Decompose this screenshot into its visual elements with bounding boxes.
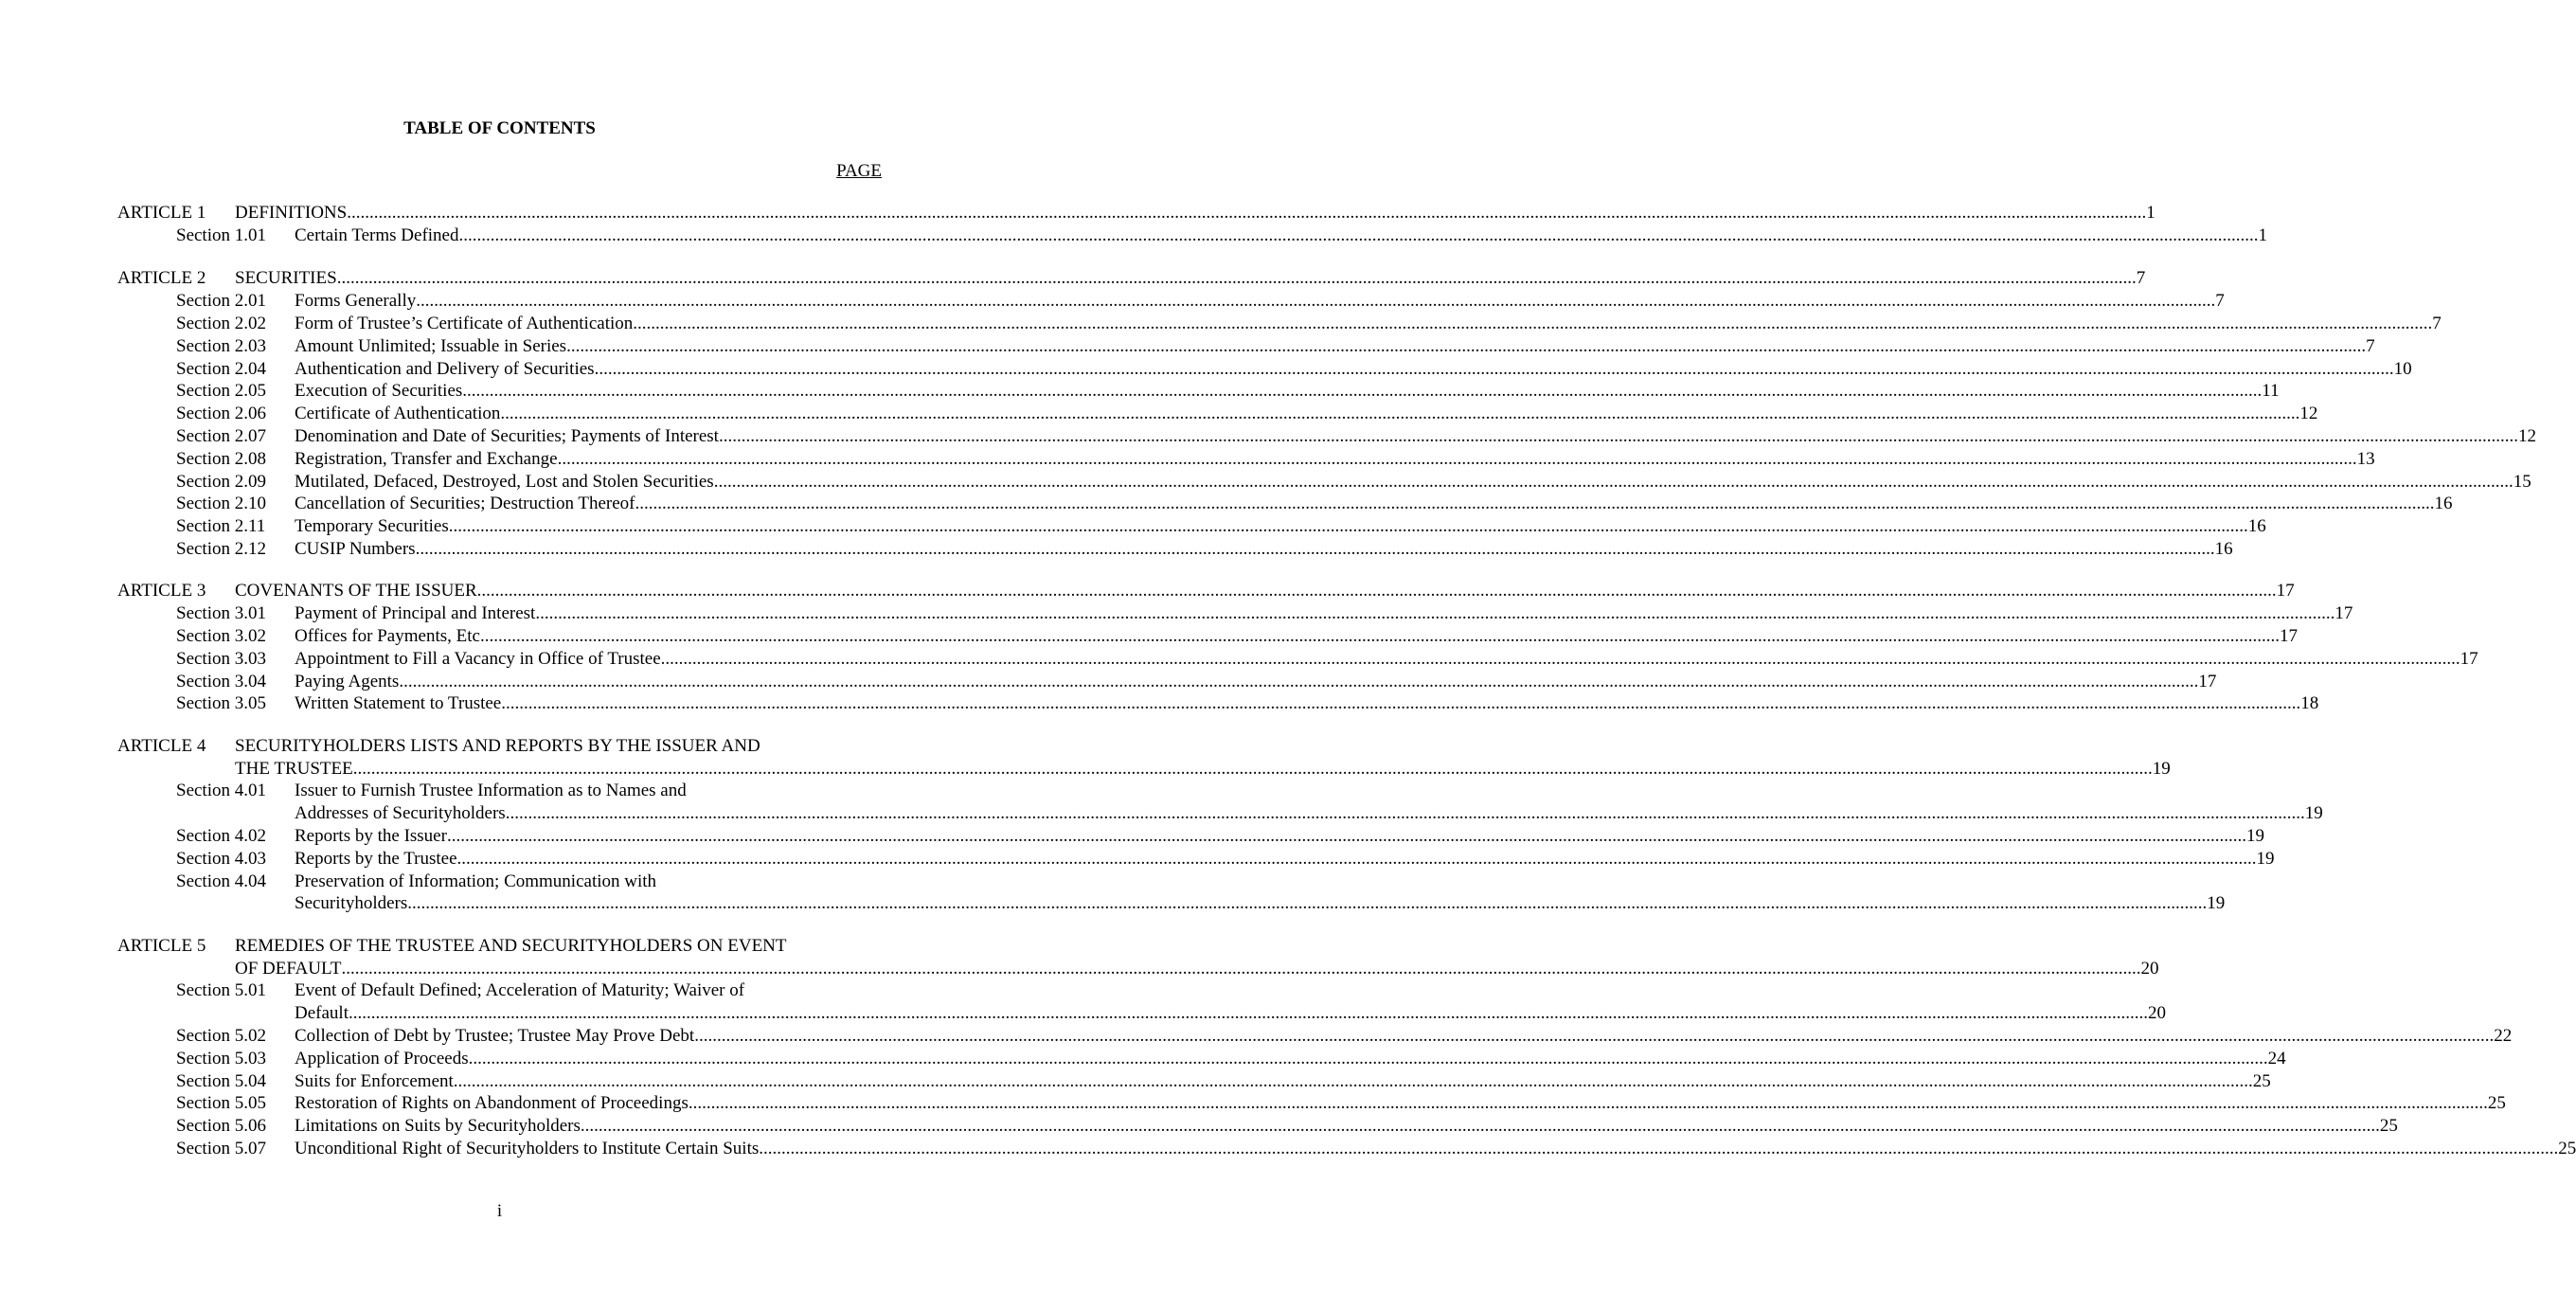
page-number: 25	[2487, 1093, 2506, 1113]
page-number: 25	[2379, 1116, 2398, 1136]
toc-entry-leader	[295, 1070, 2271, 1093]
entry-title: Collection of Debt by Trustee; Trustee May Prove Debt	[295, 1026, 695, 1046]
article-number: ARTICLE 2	[117, 268, 206, 288]
page-number: 12	[2517, 426, 2536, 446]
toc-entry-leader	[235, 267, 2146, 290]
toc-entry-leader	[295, 671, 2217, 693]
toc-entry-leader	[295, 290, 2225, 313]
toc-article-line[interactable]	[0, 267, 2146, 290]
section-number: Section 2.06	[176, 404, 266, 423]
toc-entry-leader	[295, 692, 2319, 715]
toc-entry-leader	[295, 448, 2375, 471]
page-number: 15	[2513, 472, 2531, 492]
dot-leader: ................................................................................................................................................................................................................................................................................................................................................................................................................	[348, 1003, 2148, 1023]
section-number: Section 2.05	[176, 381, 266, 401]
toc-entry-leader	[295, 648, 2478, 671]
toc-section-line[interactable]	[0, 1002, 2166, 1025]
page-number: 24	[2267, 1049, 2286, 1069]
page-number: 16	[2434, 494, 2453, 513]
section-number: Section 4.04	[176, 871, 266, 891]
entry-title: Restoration of Rights on Abandonment of Proceedings	[295, 1093, 689, 1113]
toc-entry-leader	[295, 848, 2275, 871]
toc-entry-leader	[295, 224, 2267, 247]
page-number-footer: i	[496, 1201, 503, 1221]
entry-title: Application of Proceeds	[295, 1049, 469, 1069]
page-number: 16	[2214, 539, 2233, 559]
dot-leader: ................................................................................................................................................................................................................................................................................................................................................................................................................	[336, 268, 2137, 288]
toc-section-line[interactable]	[0, 871, 999, 893]
toc-entry-leader	[295, 515, 2266, 538]
dot-leader: ................................................................................................................................................................................................................................................................................................................................................................................................................	[500, 404, 2300, 423]
toc-entry-leader	[295, 1025, 2513, 1048]
toc-section-line[interactable]	[0, 1115, 2398, 1138]
toc-section-line[interactable]	[0, 825, 2264, 848]
dot-leader: ................................................................................................................................................................................................................................................................................................................................................................................................................	[694, 1026, 2495, 1046]
entry-title: OF DEFAULT	[235, 959, 342, 979]
dot-leader: ................................................................................................................................................................................................................................................................................................................................................................................................................	[476, 581, 2277, 601]
entry-title: Appointment to Fill a Vacancy in Office of Trustee	[295, 649, 661, 669]
toc-article-line[interactable]	[0, 580, 2295, 602]
entry-title: Securityholders	[295, 893, 408, 913]
toc-article-line[interactable]	[0, 202, 2156, 224]
dot-leader: ................................................................................................................................................................................................................................................................................................................................................................................................................	[713, 472, 2513, 492]
toc-entry-leader	[295, 313, 2442, 335]
section-number: Section 5.03	[176, 1049, 266, 1069]
page-number: 1	[2258, 225, 2267, 245]
entry-title: Issuer to Furnish Trustee Information as to Names and	[295, 781, 687, 800]
toc-section-line[interactable]	[0, 692, 2319, 715]
entry-title: Forms Generally	[295, 291, 417, 311]
page-number: 17	[2460, 649, 2478, 669]
entry-title: REMEDIES OF THE TRUSTEE AND SECURITYHOLDERS ON EVENT	[235, 936, 787, 956]
section-number: Section 5.02	[176, 1026, 266, 1046]
page-number: 19	[2304, 803, 2323, 823]
toc-article-line[interactable]	[0, 958, 2159, 980]
toc-entry-leader	[295, 380, 2280, 403]
toc-entry-leader	[295, 892, 2226, 915]
dot-leader: ................................................................................................................................................................................................................................................................................................................................................................................................................	[479, 626, 2280, 646]
toc-section-line[interactable]	[0, 802, 2323, 825]
toc-entry-leader	[235, 580, 2295, 602]
toc-section-line[interactable]	[0, 224, 2267, 247]
toc-entry-leader	[235, 758, 2171, 781]
dot-leader: ................................................................................................................................................................................................................................................................................................................................................................................................................	[347, 203, 2147, 223]
section-number: Section 5.07	[176, 1139, 266, 1158]
article-number: ARTICLE 1	[117, 203, 206, 223]
section-number: Section 3.01	[176, 603, 266, 623]
dot-leader: ................................................................................................................................................................................................................................................................................................................................................................................................................	[594, 359, 2394, 379]
entry-title: Addresses of Securityholders	[295, 803, 506, 823]
section-number: Section 2.10	[176, 494, 266, 513]
entry-title: Event of Default Defined; Acceleration of Maturity; Waiver of	[295, 980, 745, 1000]
toc-entry-leader	[235, 958, 2159, 980]
dot-leader: ................................................................................................................................................................................................................................................................................................................................................................................................................	[688, 1093, 2488, 1113]
entry-title: Certificate of Authentication	[295, 404, 501, 423]
dot-leader: ................................................................................................................................................................................................................................................................................................................................................................................................................	[635, 494, 2435, 513]
toc-entry-leader	[295, 471, 2531, 494]
section-number: Section 3.05	[176, 693, 266, 713]
entry-title: SECURITYHOLDERS LISTS AND REPORTS BY THE ISSUER AND	[235, 736, 760, 756]
toc-section-line[interactable]	[0, 335, 2375, 358]
entry-title: DEFINITIONS	[235, 203, 348, 223]
entry-title: Suits for Enforcement	[295, 1071, 454, 1091]
page-number: 7	[2366, 336, 2375, 356]
page-number: 19	[2207, 893, 2226, 913]
page-number: 10	[2393, 359, 2412, 379]
section-number: Section 2.12	[176, 539, 266, 559]
dot-leader: ................................................................................................................................................................................................................................................................................................................................................................................................................	[718, 426, 2518, 446]
toc-section-line[interactable]	[0, 602, 2353, 625]
entry-title: THE TRUSTEE	[235, 759, 353, 779]
entry-title: COVENANTS OF THE ISSUER	[235, 581, 477, 601]
section-number: Section 2.01	[176, 291, 266, 311]
dot-leader: ................................................................................................................................................................................................................................................................................................................................................................................................................	[505, 803, 2305, 823]
dot-leader: ................................................................................................................................................................................................................................................................................................................................................................................................................	[458, 225, 2259, 245]
entry-title: Denomination and Date of Securities; Payments of Interest	[295, 426, 719, 446]
toc-entry-leader	[295, 625, 2298, 648]
toc-entry-leader	[295, 335, 2375, 358]
section-number: Section 3.03	[176, 649, 266, 669]
section-number: Section 2.02	[176, 314, 266, 333]
section-number: Section 5.06	[176, 1116, 266, 1136]
page-number: 7	[2215, 291, 2225, 311]
section-number: Section 2.04	[176, 359, 266, 379]
toc-entry-leader	[295, 1002, 2166, 1025]
dot-leader: ................................................................................................................................................................................................................................................................................................................................................................................................................	[660, 649, 2460, 669]
section-number: Section 5.01	[176, 980, 266, 1000]
entry-title: Form of Trustee’s Certificate of Authentication	[295, 314, 634, 333]
section-number: Section 2.11	[176, 516, 266, 536]
dot-leader: ................................................................................................................................................................................................................................................................................................................................................................................................................	[453, 1071, 2253, 1091]
dot-leader: ................................................................................................................................................................................................................................................................................................................................................................................................................	[501, 693, 2301, 713]
entry-title: Execution of Securities	[295, 381, 463, 401]
toc-entry-leader	[295, 425, 2536, 448]
dot-leader: ................................................................................................................................................................................................................................................................................................................................................................................................................	[341, 959, 2141, 979]
dot-leader: ................................................................................................................................................................................................................................................................................................................................................................................................................	[759, 1139, 2559, 1158]
toc-entry-leader	[295, 358, 2412, 381]
entry-title: Offices for Payments, Etc	[295, 626, 480, 646]
entry-title: CUSIP Numbers	[295, 539, 416, 559]
toc-section-line[interactable]	[0, 313, 2442, 335]
toc-section-line[interactable]	[0, 358, 2412, 381]
dot-leader: ................................................................................................................................................................................................................................................................................................................................................................................................................	[407, 893, 2208, 913]
toc-section-line[interactable]	[0, 979, 999, 1002]
page-number: 13	[2356, 449, 2375, 469]
toc-section-line[interactable]	[0, 625, 2298, 648]
dot-leader: ................................................................................................................................................................................................................................................................................................................................................................................................................	[633, 314, 2433, 333]
dot-leader: ................................................................................................................................................................................................................................................................................................................................................................................................................	[399, 672, 2199, 691]
article-number: ARTICLE 3	[117, 581, 206, 601]
toc-title: TABLE OF CONTENTS	[403, 118, 596, 138]
toc-section-line[interactable]	[0, 671, 2217, 693]
toc-section-line[interactable]	[0, 780, 999, 802]
article-number: ARTICLE 5	[117, 936, 206, 956]
section-number: Section 2.03	[176, 336, 266, 356]
entry-title: Written Statement to Trustee	[295, 693, 502, 713]
page-number: 17	[2334, 603, 2353, 623]
toc-entry-leader	[295, 802, 2323, 825]
dot-leader: ................................................................................................................................................................................................................................................................................................................................................................................................................	[557, 449, 2357, 469]
page-number: 7	[2432, 314, 2442, 333]
page-number: 25	[2252, 1071, 2271, 1091]
page-number: 25	[2558, 1139, 2576, 1158]
entry-title: Unconditional Right of Securityholders to Institute Certain Suits	[295, 1139, 760, 1158]
toc-section-line[interactable]	[0, 425, 2536, 448]
entry-title: Preservation of Information; Communication with	[295, 871, 657, 891]
page-number: 20	[2140, 959, 2159, 979]
dot-leader: ................................................................................................................................................................................................................................................................................................................................................................................................................	[352, 759, 2153, 779]
page-number: 17	[2276, 581, 2295, 601]
dot-leader: ................................................................................................................................................................................................................................................................................................................................................................................................................	[448, 516, 2248, 536]
entry-title: Authentication and Delivery of Securities	[295, 359, 595, 379]
toc-entry-leader	[295, 602, 2353, 625]
toc-section-line[interactable]	[0, 1138, 2576, 1160]
dot-leader: ................................................................................................................................................................................................................................................................................................................................................................................................................	[416, 291, 2216, 311]
page-number: 11	[2262, 381, 2280, 401]
toc-section-line[interactable]	[0, 648, 2478, 671]
page-number: 20	[2147, 1003, 2166, 1023]
page-number: 16	[2247, 516, 2266, 536]
toc-entry-leader	[295, 1115, 2398, 1138]
toc-entry-leader	[295, 1048, 2286, 1070]
toc-section-line[interactable]	[0, 493, 2453, 515]
section-number: Section 5.04	[176, 1071, 266, 1091]
section-number: Section 2.07	[176, 426, 266, 446]
section-number: Section 4.02	[176, 826, 266, 846]
entry-title: Paying Agents	[295, 672, 400, 691]
page-number: 17	[2279, 626, 2298, 646]
entry-title: Mutilated, Defaced, Destroyed, Lost and Stolen Securities	[295, 472, 714, 492]
toc-section-line[interactable]	[0, 448, 2375, 471]
toc-entry-leader	[235, 202, 2156, 224]
dot-leader: ................................................................................................................................................................................................................................................................................................................................................................................................................	[446, 826, 2246, 846]
page-number: 7	[2136, 268, 2146, 288]
entry-title: Limitations on Suits by Securityholders	[295, 1116, 581, 1136]
page-number: 18	[2300, 693, 2319, 713]
toc-section-line[interactable]	[0, 290, 2225, 313]
toc-article-line[interactable]	[0, 735, 999, 758]
page-number: 1	[2146, 203, 2156, 223]
section-number: Section 1.01	[176, 225, 266, 245]
toc-entry-leader	[295, 403, 2318, 425]
entry-title: Registration, Transfer and Exchange	[295, 449, 558, 469]
section-number: Section 3.02	[176, 626, 266, 646]
page-number: 12	[2299, 404, 2318, 423]
section-number: Section 2.09	[176, 472, 266, 492]
toc-entry-leader	[295, 825, 2264, 848]
entry-title: Temporary Securities	[295, 516, 449, 536]
page-number: 19	[2245, 826, 2264, 846]
toc-section-line[interactable]	[0, 892, 2226, 915]
entry-title: Cancellation of Securities; Destruction Thereof	[295, 494, 635, 513]
dot-leader: ................................................................................................................................................................................................................................................................................................................................................................................................................	[456, 849, 2257, 869]
section-number: Section 4.03	[176, 849, 266, 869]
toc-entry-leader	[295, 1138, 2576, 1160]
page-number: 19	[2152, 759, 2171, 779]
entry-title: Default	[295, 1003, 349, 1023]
entry-title: Reports by the Issuer	[295, 826, 447, 846]
entry-title: Payment of Principal and Interest	[295, 603, 536, 623]
dot-leader: ................................................................................................................................................................................................................................................................................................................................................................................................................	[580, 1116, 2380, 1136]
dot-leader: ................................................................................................................................................................................................................................................................................................................................................................................................................	[415, 539, 2215, 559]
toc-section-line[interactable]	[0, 1048, 2286, 1070]
dot-leader: ................................................................................................................................................................................................................................................................................................................................................................................................................	[535, 603, 2335, 623]
toc-section-line[interactable]	[0, 848, 2275, 871]
dot-leader: ................................................................................................................................................................................................................................................................................................................................................................................................................	[566, 336, 2367, 356]
page-number: 22	[2494, 1026, 2513, 1046]
toc-article-line[interactable]	[0, 758, 2171, 781]
toc-section-line[interactable]	[0, 1092, 2506, 1115]
section-number: Section 4.01	[176, 781, 266, 800]
entry-title: Certain Terms Defined	[295, 225, 459, 245]
entry-title: Reports by the Trustee	[295, 849, 457, 869]
toc-entry-leader	[295, 538, 2233, 561]
toc-section-line[interactable]	[0, 403, 2318, 425]
dot-leader: ................................................................................................................................................................................................................................................................................................................................................................................................................	[462, 381, 2263, 401]
toc-section-line[interactable]	[0, 380, 2280, 403]
entry-title: SECURITIES	[235, 268, 337, 288]
page-column-header: PAGE	[836, 161, 882, 181]
section-number: Section 3.04	[176, 672, 266, 691]
toc-entry-leader	[295, 1092, 2506, 1115]
toc-section-line[interactable]	[0, 1070, 2271, 1093]
page-number: 17	[2198, 672, 2217, 691]
dot-leader: ................................................................................................................................................................................................................................................................................................................................................................................................................	[468, 1049, 2268, 1069]
page-number: 19	[2256, 849, 2275, 869]
article-number: ARTICLE 4	[117, 736, 206, 756]
section-number: Section 5.05	[176, 1093, 266, 1113]
section-number: Section 2.08	[176, 449, 266, 469]
toc-section-line[interactable]	[0, 1025, 2513, 1048]
toc-section-line[interactable]	[0, 471, 2531, 494]
toc-entry-leader	[295, 493, 2453, 515]
entry-title: Amount Unlimited; Issuable in Series	[295, 336, 567, 356]
toc-article-line[interactable]	[0, 935, 999, 958]
toc-section-line[interactable]	[0, 538, 2233, 561]
toc-section-line[interactable]	[0, 515, 2266, 538]
